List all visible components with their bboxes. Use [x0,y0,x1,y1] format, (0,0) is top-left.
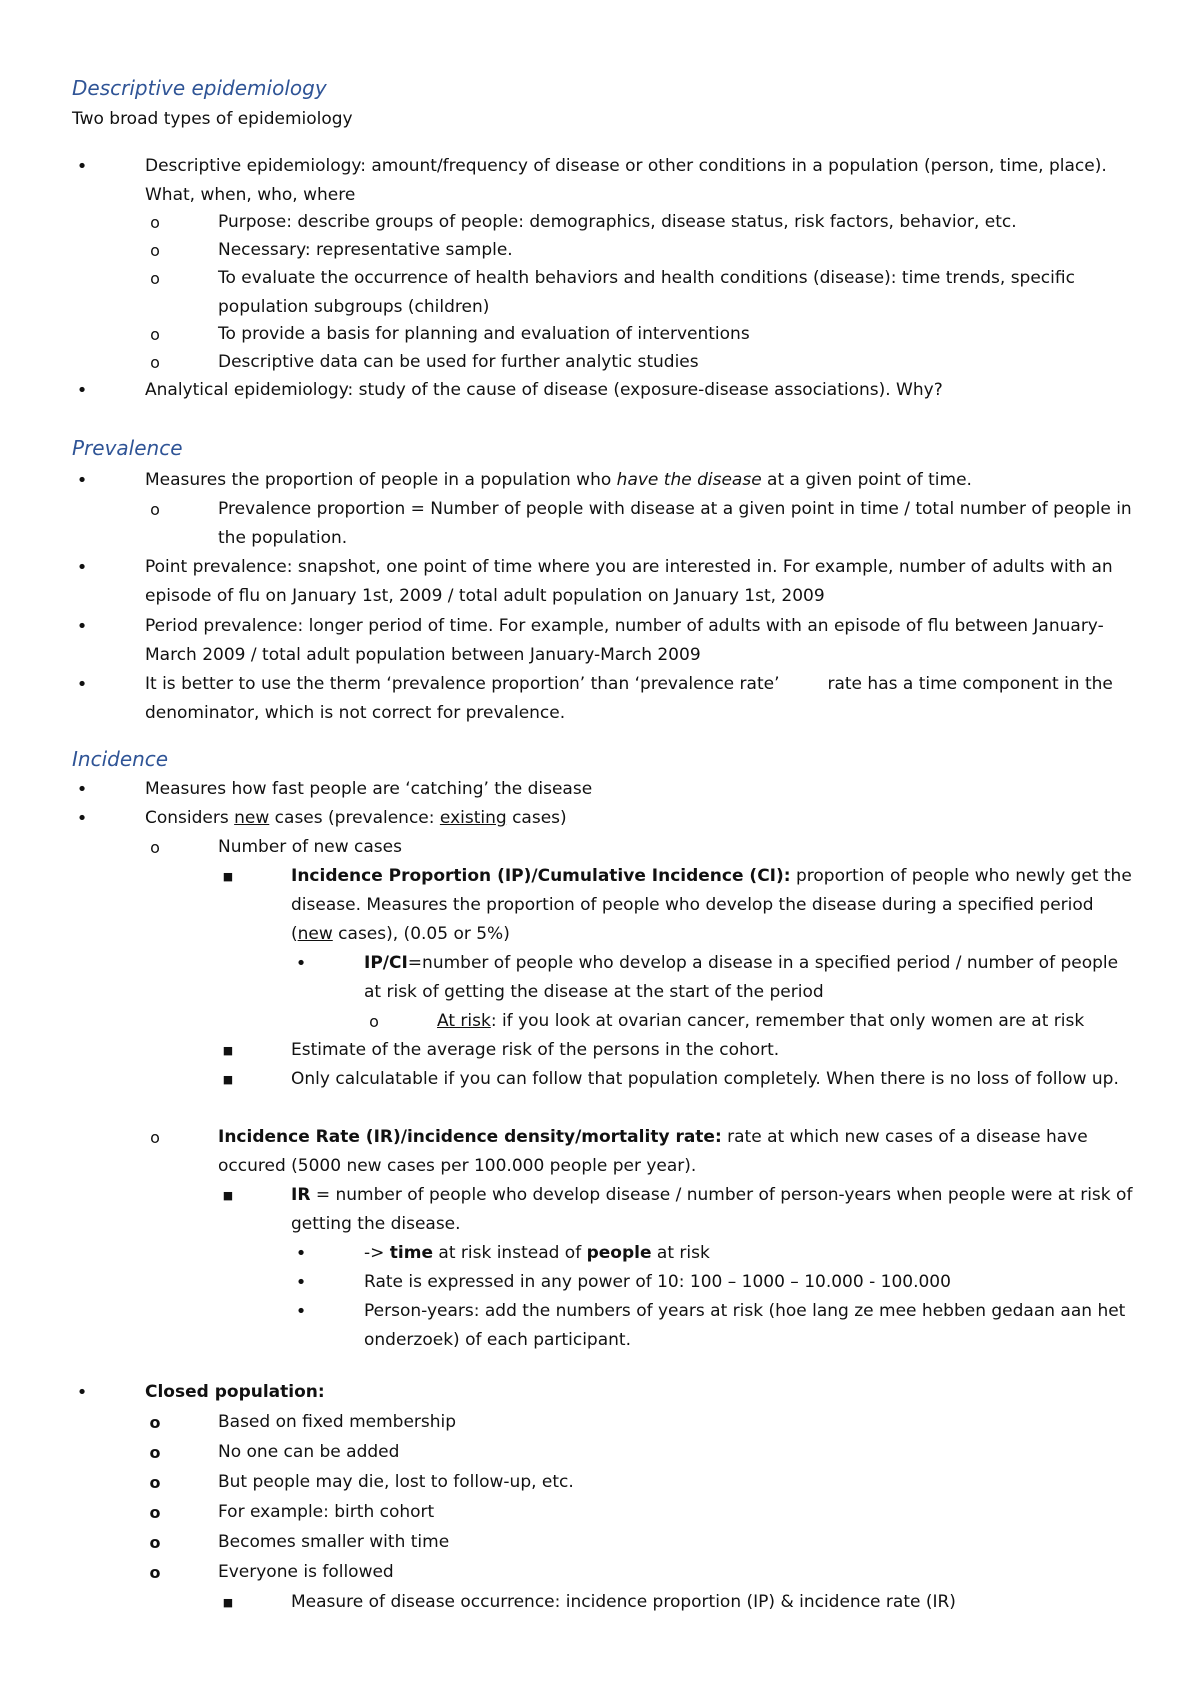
square-bullet-icon: ■ [222,1044,234,1057]
list-item: • Measures the proportion of people in a population who have the disease at a given point of time. [145,466,1135,495]
list-item: o Prevalence proportion = Number of people with disease at a given point in time / total number of people in the population. [218,495,1135,553]
circle-bullet-icon: o [150,353,160,372]
bullet-icon: • [295,1301,307,1322]
square-bullet-icon: ■ [222,1596,234,1609]
circle-bullet-icon: o [150,213,160,232]
list-item: o Everyone is followed [218,1558,1135,1587]
circle-bullet-icon: o [149,1503,161,1522]
bullet-icon: • [76,557,88,578]
list-item: o Descriptive data can be used for further analytic studies [218,348,1135,377]
list-item: • Rate is expressed in any power of 10: 100 – 1000 – 10.000 - 100.000 [364,1268,1135,1297]
circle-bullet-icon: o [149,1443,161,1462]
bullet-icon: • [295,1272,307,1293]
list-item: o For example: birth cohort [218,1498,1135,1527]
list-item: ■ IR = number of people who develop disease / number of person-years when people were at risk of getting the disease. [291,1181,1135,1239]
bullet-icon: • [76,156,88,177]
intro-paragraph: Two broad types of epidemiology [72,109,353,129]
list-item: • Measures how fast people are ‘catching’ the disease [145,775,1135,804]
bullet-icon: • [76,779,88,800]
list-item: o But people may die, lost to follow-up, etc. [218,1468,1135,1497]
list-item: o Purpose: describe groups of people: demographics, disease status, risk factors, behavior, etc. [218,208,1135,237]
circle-bullet-icon: o [150,838,160,857]
circle-bullet-icon: o [150,325,160,344]
bullet-icon: • [295,953,307,974]
list-item: • -> time at risk instead of people at risk [364,1239,1135,1268]
circle-bullet-icon: o [150,269,160,288]
list-item: o Number of new cases [218,833,1135,862]
circle-bullet-icon: o [369,1012,379,1031]
list-item: o Becomes smaller with time [218,1528,1135,1557]
list-item: o To evaluate the occurrence of health behaviors and health conditions (disease): time trends, specific population subgroups (children) [218,264,1135,322]
square-bullet-icon: ■ [222,1073,234,1086]
list-item: o Based on fixed membership [218,1408,1135,1437]
list-item: • IP/CI=number of people who develop a disease in a specified period / number of people at risk of getting the disease at the start of the period [364,949,1135,1007]
list-item: o Necessary: representative sample. [218,236,1135,265]
circle-bullet-icon: o [149,1563,161,1582]
list-item: • Person-years: add the numbers of years at risk (hoe lang ze mee hebben gedaan aan het onderzoek) of each participant. [364,1297,1135,1355]
bullet-icon: • [295,1243,307,1264]
list-item: • Point prevalence: snapshot, one point of time where you are interested in. For example, number of adults with an episode of flu on January 1st, 2009 / total adult population on January 1st, 2009 [145,553,1135,611]
bullet-icon: • [76,674,88,695]
list-item: • Considers new cases (prevalence: existing cases) [145,804,1135,833]
list-item: • Period prevalence: longer period of time. For example, number of adults with an episode of flu between January-March 2009 / total adult population between January-March 2009 [145,612,1135,670]
square-bullet-icon: ■ [222,1189,234,1202]
list-item: ■ Measure of disease occurrence: incidence proportion (IP) & incidence rate (IR) [291,1588,1135,1617]
bullet-icon: • [76,808,88,829]
circle-bullet-icon: o [150,500,160,519]
list-item: • Descriptive epidemiology: amount/frequency of disease or other conditions in a population (person, time, place). What, when, who, where [145,152,1135,210]
list-item: • Analytical epidemiology: study of the cause of disease (exposure-disease associations). Why? [145,376,1135,405]
heading-incidence: Incidence [72,747,169,771]
bullet-icon: • [76,380,88,401]
list-item: ■ Only calculatable if you can follow that population completely. When there is no loss of follow up. [291,1065,1135,1094]
circle-bullet-icon: o [150,1128,160,1147]
heading-descriptive-epidemiology: Descriptive epidemiology [72,76,327,100]
bullet-icon: • [76,616,88,637]
list-item: o To provide a basis for planning and evaluation of interventions [218,320,1135,349]
list-item: • It is better to use the therm ‘prevalence proportion’ than ‘prevalence rate’ rate has a time component in the denominator, which is not correct for prevalence. [145,670,1135,728]
list-item: ■ Incidence Proportion (IP)/Cumulative Incidence (CI): proportion of people who newly get the disease. Measures the proportion of people who develop the disease during a specified period (new cases), (0.05 or 5%) [291,862,1135,949]
list-item: • Closed population: [145,1378,1135,1407]
square-bullet-icon: ■ [222,870,234,883]
list-item: o No one can be added [218,1438,1135,1467]
heading-prevalence: Prevalence [72,436,183,460]
circle-bullet-icon: o [150,241,160,260]
circle-bullet-icon: o [149,1413,161,1432]
list-item: o At risk: if you look at ovarian cancer, remember that only women are at risk [437,1007,1135,1036]
list-item: o Incidence Rate (IR)/incidence density/mortality rate: rate at which new cases of a disease have occured (5000 new cases per 100.000 people per year). [218,1123,1135,1181]
circle-bullet-icon: o [149,1533,161,1552]
circle-bullet-icon: o [149,1473,161,1492]
list-item: ■ Estimate of the average risk of the persons in the cohort. [291,1036,1135,1065]
bullet-icon: • [76,1382,88,1403]
bullet-icon: • [76,470,88,491]
